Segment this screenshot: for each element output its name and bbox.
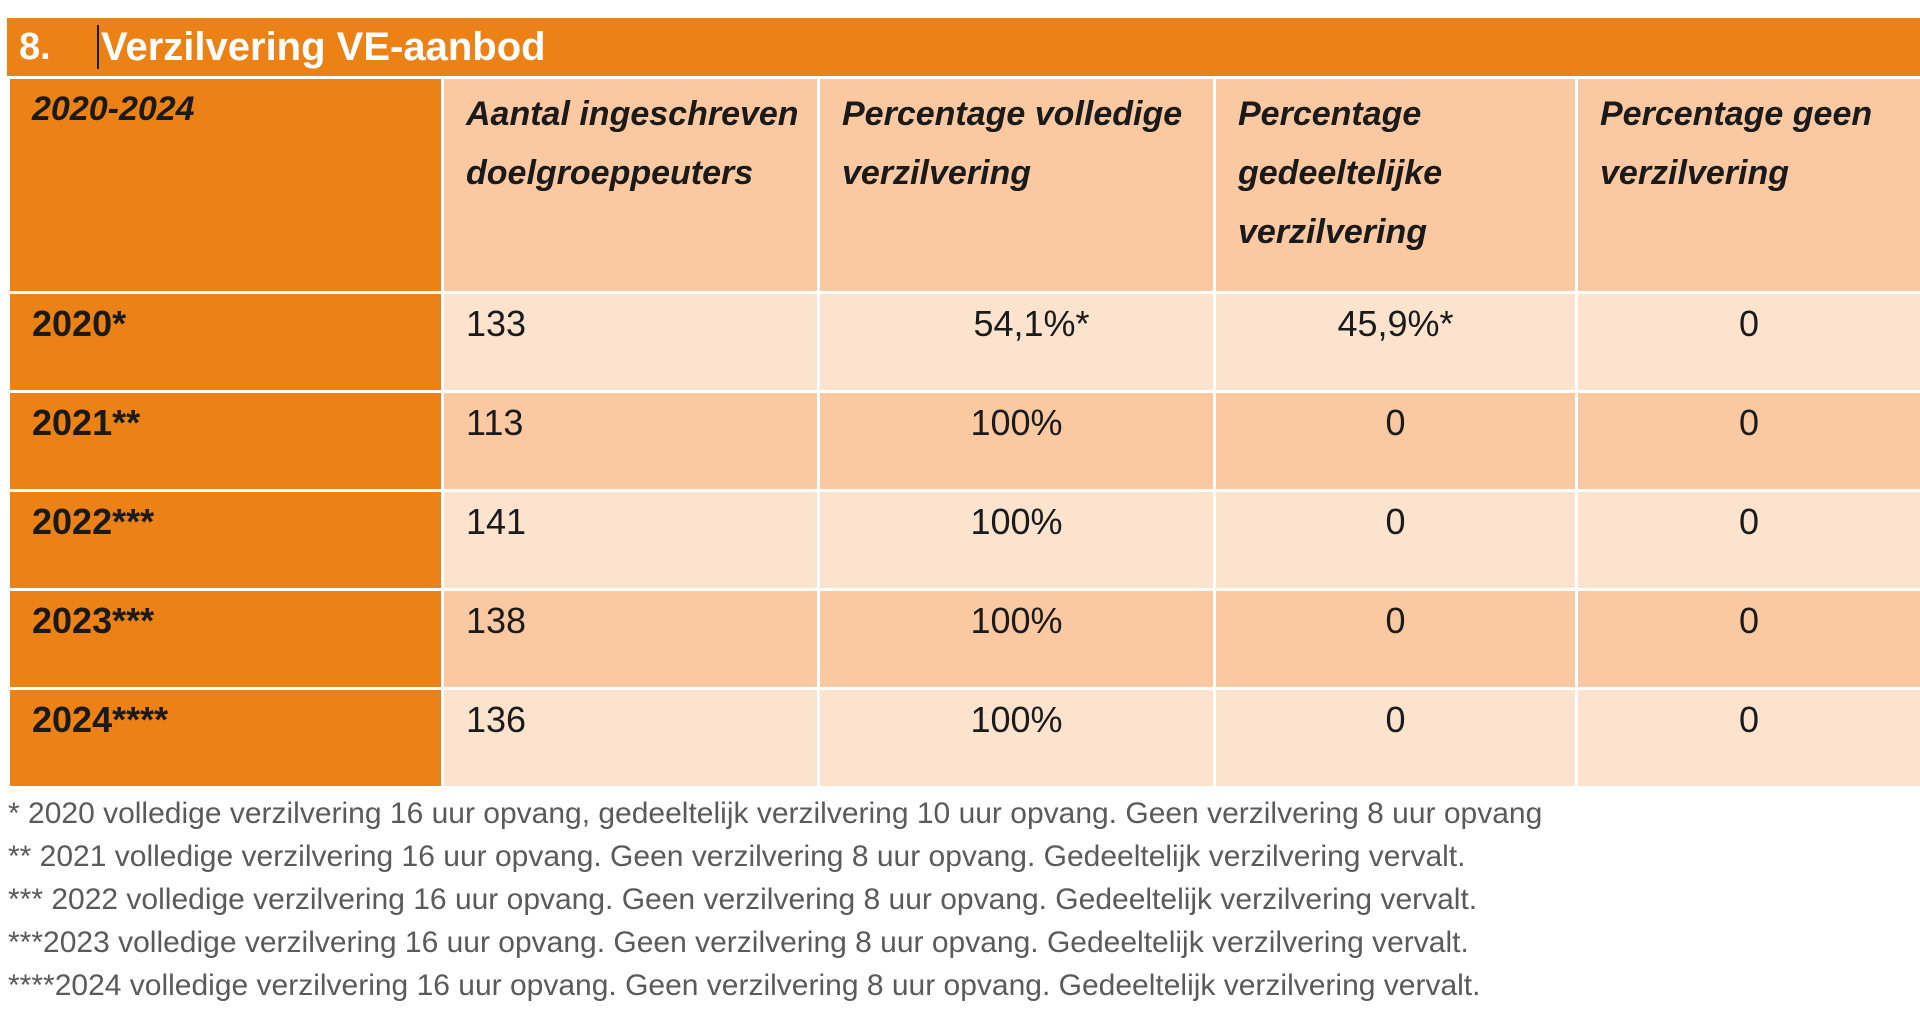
year-label: 2023*** bbox=[32, 600, 155, 641]
cell-value: 0 bbox=[1738, 699, 1760, 740]
gedeeltelijk-cell bbox=[1215, 491, 1577, 590]
text-cursor bbox=[97, 25, 99, 69]
geen-cell bbox=[1577, 689, 1920, 788]
gedeeltelijk-cell bbox=[1215, 392, 1577, 491]
cell-value: 100% bbox=[970, 699, 1063, 740]
cell-value: 54,1%* bbox=[973, 303, 1090, 344]
section-title: Verzilvering VE-aanbod bbox=[101, 24, 546, 69]
cell-value: 0 bbox=[1738, 501, 1760, 542]
aantal-cell bbox=[443, 491, 819, 590]
footnote: ***2023 volledige verzilvering 16 uur opvang. Geen verzilvering 8 uur opvang. Gedeeltelijk verzilvering vervalt. bbox=[8, 926, 1469, 959]
geen-cell bbox=[1577, 293, 1920, 392]
gedeeltelijk-cell bbox=[1215, 689, 1577, 788]
cell-value: 0 bbox=[1385, 402, 1406, 443]
table-header-row bbox=[9, 78, 1920, 293]
cell-value: 0 bbox=[1738, 402, 1760, 443]
table-row bbox=[9, 293, 1920, 392]
cell-value: 100% bbox=[970, 402, 1063, 443]
section-title-bar bbox=[7, 18, 1920, 76]
year-label: 2021** bbox=[32, 402, 141, 443]
cell-value: 0 bbox=[1738, 303, 1760, 344]
cell-value: 0 bbox=[1738, 600, 1760, 641]
year-label: 2024**** bbox=[32, 699, 169, 740]
geen-cell bbox=[1577, 491, 1920, 590]
cell-value: 138 bbox=[466, 600, 527, 641]
year-cell bbox=[9, 392, 443, 491]
year-label: 2020* bbox=[32, 303, 127, 344]
volledig-cell bbox=[819, 293, 1215, 392]
header-corner bbox=[9, 78, 443, 293]
header-label: Percentage gedeeltelijke verzilvering bbox=[1238, 95, 1443, 251]
header-geen bbox=[1577, 78, 1920, 293]
table-row bbox=[9, 689, 1920, 788]
cell-value: 0 bbox=[1385, 501, 1406, 542]
geen-cell bbox=[1577, 590, 1920, 689]
aantal-cell bbox=[443, 392, 819, 491]
footnotes bbox=[8, 792, 1908, 1007]
footnote: ** 2021 volledige verzilvering 16 uur opvang. Geen verzilvering 8 uur opvang. Gedeeltelijk verzilvering vervalt. bbox=[8, 840, 1466, 873]
year-cell bbox=[9, 689, 443, 788]
corner-label: 2020-2024 bbox=[32, 90, 195, 128]
header-volledige bbox=[819, 78, 1215, 293]
footnote: *** 2022 volledige verzilvering 16 uur opvang. Geen verzilvering 8 uur opvang. Gedeeltelijk verzilvering vervalt. bbox=[8, 883, 1478, 916]
cell-value: 113 bbox=[466, 402, 524, 443]
aantal-cell bbox=[443, 590, 819, 689]
table-row bbox=[9, 590, 1920, 689]
volledig-cell bbox=[819, 689, 1215, 788]
header-label: Percentage geen verzilvering bbox=[1600, 95, 1873, 192]
cell-value: 141 bbox=[466, 501, 527, 542]
gedeeltelijk-cell bbox=[1215, 293, 1577, 392]
cell-value: 100% bbox=[970, 600, 1063, 641]
footnote: ****2024 volledige verzilvering 16 uur opvang. Geen verzilvering 8 uur opvang. Gedeeltelijk verzilvering vervalt. bbox=[8, 969, 1481, 1002]
footnote: * 2020 volledige verzilvering 16 uur opvang, gedeeltelijk verzilvering 10 uur opvang. Geen verzilvering 8 uur opvang bbox=[8, 797, 1543, 830]
cell-value: 100% bbox=[970, 501, 1063, 542]
cell-value: 133 bbox=[466, 303, 527, 344]
verzilvering-table bbox=[7, 76, 1920, 789]
header-label: Aantal ingeschreven doelgroeppeuters bbox=[466, 95, 799, 192]
year-label: 2022*** bbox=[32, 501, 155, 542]
cell-value: 45,9%* bbox=[1337, 303, 1454, 344]
header-aantal bbox=[443, 78, 819, 293]
cell-value: 136 bbox=[466, 699, 527, 740]
volledig-cell bbox=[819, 590, 1215, 689]
cell-value: 0 bbox=[1385, 600, 1406, 641]
geen-cell bbox=[1577, 392, 1920, 491]
table-row bbox=[9, 491, 1920, 590]
header-label: Percentage volledige verzilvering bbox=[842, 95, 1183, 192]
header-gedeeltelijke bbox=[1215, 78, 1577, 293]
year-cell bbox=[9, 590, 443, 689]
volledig-cell bbox=[819, 491, 1215, 590]
aantal-cell bbox=[443, 689, 819, 788]
gedeeltelijk-cell bbox=[1215, 590, 1577, 689]
aantal-cell bbox=[443, 293, 819, 392]
volledig-cell bbox=[819, 392, 1215, 491]
year-cell bbox=[9, 293, 443, 392]
section-number: 8. bbox=[19, 25, 51, 68]
table-row bbox=[9, 392, 1920, 491]
year-cell bbox=[9, 491, 443, 590]
cell-value: 0 bbox=[1385, 699, 1406, 740]
